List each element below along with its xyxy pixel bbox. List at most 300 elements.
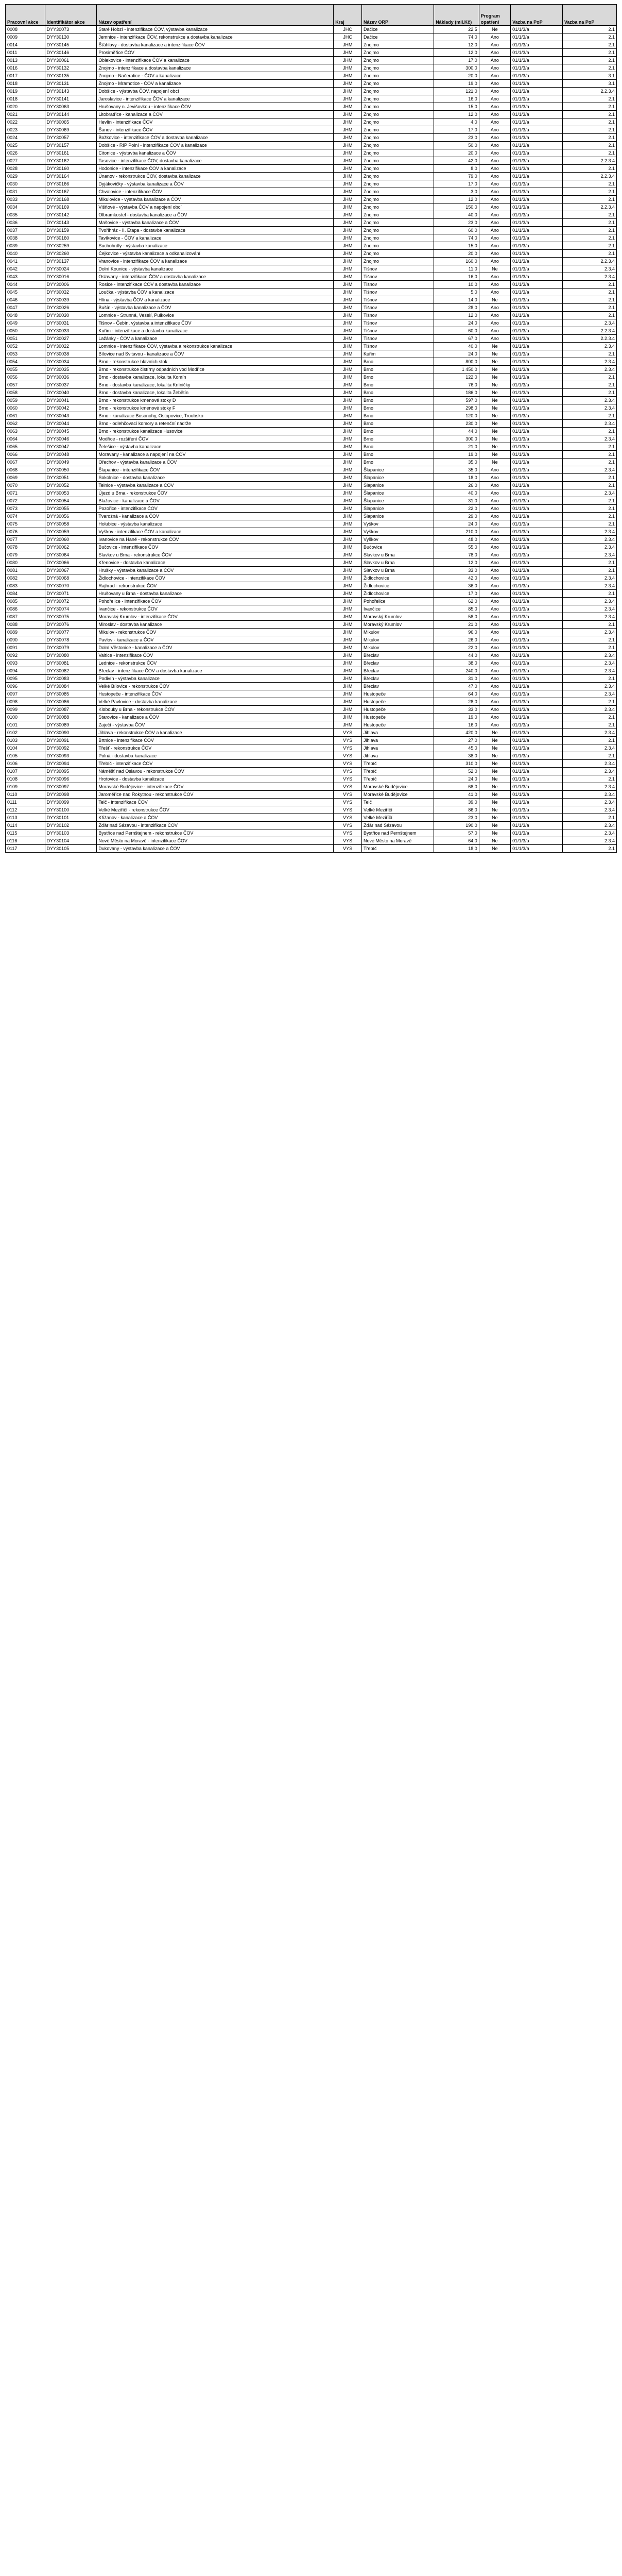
- measure-name-cell: Dukovany - výstavba kanalizace a ČOV: [97, 845, 334, 853]
- pop-link-cell: 2.1: [562, 675, 616, 683]
- pop-link-cell: 2.3.4: [562, 319, 616, 327]
- cost-cell: 310,0: [434, 760, 479, 768]
- orp-cell: Brno: [362, 412, 434, 420]
- identifier-cell: DYY30057: [45, 134, 97, 142]
- pop-link-cell: 2.1: [562, 644, 616, 652]
- pop-link-cell: 2.1: [562, 459, 616, 466]
- identifier-cell: DYY30047: [45, 443, 97, 451]
- pop-link-cell: 2.1: [562, 26, 616, 33]
- action-cell: 0108: [6, 775, 45, 783]
- pop-link-cell: 01/1/3/a: [511, 737, 563, 744]
- pop-link-cell: 2.1: [562, 412, 616, 420]
- pop-link-cell: 2.3.4: [562, 528, 616, 536]
- program-cell: Ano: [479, 590, 510, 598]
- region-cell: JHM: [334, 613, 362, 621]
- pop-link-cell: 01/1/3/a: [511, 489, 563, 497]
- measure-name-cell: Ořechov - výstavba kanalizace a ČOV: [97, 459, 334, 466]
- orp-cell: Šlapanice: [362, 482, 434, 489]
- measure-name-cell: Kuřim - intenzifikace a dostavba kanalizace: [97, 327, 334, 335]
- pop-link-cell: 2.3.4: [562, 366, 616, 374]
- action-cell: 0094: [6, 667, 45, 675]
- region-cell: VYS: [334, 775, 362, 783]
- orp-cell: Znojmo: [362, 49, 434, 57]
- table-row: [6, 497, 617, 505]
- program-cell: Ano: [479, 157, 510, 165]
- action-cell: 0117: [6, 845, 45, 853]
- action-cell: 0089: [6, 629, 45, 636]
- program-cell: Ano: [479, 482, 510, 489]
- cost-cell: 3,0: [434, 188, 479, 196]
- pop-link-cell: 2.1: [562, 289, 616, 296]
- measure-name-cell: Sokolnice - dostavba kanalizace: [97, 474, 334, 482]
- measure-name-cell: Moravský Krumlov - intenzifikace ČOV: [97, 613, 334, 621]
- orp-cell: Třebíč: [362, 760, 434, 768]
- pop-link-cell: 3.1: [562, 80, 616, 88]
- measure-name-cell: Tvořihráz - II. Etapa - dostavba kanalizace: [97, 227, 334, 234]
- table-row: [6, 358, 617, 366]
- pop-link-cell: 01/1/3/a: [511, 142, 563, 149]
- cost-cell: 230,0: [434, 420, 479, 428]
- identifier-cell: DYY30157: [45, 142, 97, 149]
- region-cell: JHM: [334, 397, 362, 404]
- orp-cell: Židlochovice: [362, 582, 434, 590]
- table-row: [6, 613, 617, 621]
- measure-name-cell: Jaroslavice - intenzifikace ČOV a kanalizace: [97, 95, 334, 103]
- orp-cell: Znojmo: [362, 111, 434, 118]
- program-cell: Ne: [479, 799, 510, 806]
- pop-link-cell: 01/1/3/a: [511, 289, 563, 296]
- action-cell: 0022: [6, 118, 45, 126]
- region-cell: JHM: [334, 489, 362, 497]
- action-cell: 0074: [6, 513, 45, 520]
- orp-cell: Moravské Budějovice: [362, 783, 434, 791]
- measure-name-cell: Šťáhlavy - dostavba kanalizace a intenzifikace ČOV: [97, 41, 334, 49]
- region-cell: VYS: [334, 744, 362, 752]
- pop-link-cell: 01/1/3/a: [511, 775, 563, 783]
- action-cell: 0008: [6, 26, 45, 33]
- pop-link-cell: 2.1: [562, 621, 616, 629]
- table-row: [6, 258, 617, 265]
- cost-cell: 5,0: [434, 289, 479, 296]
- cost-cell: 24,0: [434, 350, 479, 358]
- measure-name-cell: Třebíč - intenzifikace ČOV: [97, 760, 334, 768]
- action-cell: 0081: [6, 567, 45, 574]
- region-cell: JHM: [334, 358, 362, 366]
- identifier-cell: DYY30034: [45, 358, 97, 366]
- document-page: [0, 0, 622, 857]
- action-cell: 0115: [6, 829, 45, 837]
- action-cell: 0024: [6, 134, 45, 142]
- region-cell: JHM: [334, 142, 362, 149]
- pop-link-cell: 01/1/3/a: [511, 173, 563, 180]
- program-cell: Ano: [479, 196, 510, 204]
- pop-link-cell: 3.1: [562, 72, 616, 80]
- identifier-cell: DYY30068: [45, 574, 97, 582]
- identifier-cell: DYY30137: [45, 258, 97, 265]
- action-cell: 0095: [6, 675, 45, 683]
- pop-link-cell: 01/1/3/a: [511, 319, 563, 327]
- table-row: [6, 806, 617, 814]
- orp-cell: Hustopeče: [362, 714, 434, 721]
- action-cell: 0042: [6, 265, 45, 273]
- measure-name-cell: Hustopeče - intenzifikace ČOV: [97, 690, 334, 698]
- region-cell: JHM: [334, 196, 362, 204]
- header-cell-identifier: Identifikátor akce: [45, 5, 97, 26]
- program-cell: Ano: [479, 250, 510, 258]
- orp-cell: Židlochovice: [362, 590, 434, 598]
- program-cell: Ano: [479, 134, 510, 142]
- cost-cell: 68,0: [434, 783, 479, 791]
- identifier-cell: DYY30168: [45, 196, 97, 204]
- measure-name-cell: Prosiměřice ČOV: [97, 49, 334, 57]
- pop-link-cell: 2.1: [562, 126, 616, 134]
- program-cell: Ne: [479, 737, 510, 744]
- identifier-cell: DYY30045: [45, 428, 97, 435]
- cost-cell: 28,0: [434, 304, 479, 312]
- measure-name-cell: Moravany - kanalizace a napojení na ČOV: [97, 451, 334, 459]
- identifier-cell: DYY30094: [45, 760, 97, 768]
- region-cell: JHM: [334, 180, 362, 188]
- identifier-cell: DYY30043: [45, 412, 97, 420]
- orp-cell: Moravský Krumlov: [362, 621, 434, 629]
- cost-cell: 24,0: [434, 520, 479, 528]
- program-cell: Ne: [479, 775, 510, 783]
- measure-name-cell: Brno - odlehčovací komory a retenční nádrže: [97, 420, 334, 428]
- measure-name-cell: Mašovice - výstavba kanalizace a ČOV: [97, 219, 334, 227]
- table-row: [6, 544, 617, 551]
- action-cell: 0028: [6, 165, 45, 173]
- pop-link-cell: 2.1: [562, 752, 616, 760]
- pop-link-cell: 01/1/3/a: [511, 49, 563, 57]
- measure-name-cell: Brno - rekonstrukce kmenové stoky F: [97, 404, 334, 412]
- table-row: [6, 374, 617, 381]
- table-row: [6, 57, 617, 64]
- pop-link-cell: 2.3.4: [562, 574, 616, 582]
- region-cell: JHM: [334, 412, 362, 420]
- measure-name-cell: Dobšice - RIP Polní - intenzifikace ČOV a kanalizace: [97, 142, 334, 149]
- identifier-cell: DYY30159: [45, 227, 97, 234]
- pop-link-cell: 2.3.4: [562, 273, 616, 281]
- pop-link-cell: 2.3.4: [562, 652, 616, 659]
- cost-cell: 20,0: [434, 250, 479, 258]
- orp-cell: Brno: [362, 397, 434, 404]
- table-row: [6, 397, 617, 404]
- pop-link-cell: 01/1/3/a: [511, 258, 563, 265]
- cost-cell: 150,0: [434, 204, 479, 211]
- measure-name-cell: Hrušky - výstavba kanalizace a ČOV: [97, 567, 334, 574]
- program-cell: Ne: [479, 397, 510, 404]
- program-cell: Ne: [479, 760, 510, 768]
- header-cell-action: Pracovní akce: [6, 5, 45, 26]
- table-row: [6, 659, 617, 667]
- orp-cell: Znojmo: [362, 242, 434, 250]
- program-cell: Ne: [479, 350, 510, 358]
- pop-link-cell: 01/1/3/a: [511, 536, 563, 544]
- region-cell: JHC: [334, 26, 362, 33]
- identifier-cell: DYY30105: [45, 845, 97, 853]
- cost-cell: 60,0: [434, 327, 479, 335]
- cost-cell: 26,0: [434, 636, 479, 644]
- program-cell: Ano: [479, 567, 510, 574]
- pop-link-cell: 2.3.4: [562, 358, 616, 366]
- measure-name-cell: Valtice - intenzifikace ČOV: [97, 652, 334, 659]
- region-cell: JHM: [334, 350, 362, 358]
- pop-link-cell: 01/1/3/a: [511, 752, 563, 760]
- orp-cell: Znojmo: [362, 64, 434, 72]
- pop-link-cell: 2.3.4: [562, 760, 616, 768]
- identifier-cell: DYY30093: [45, 752, 97, 760]
- identifier-cell: DYY30101: [45, 814, 97, 822]
- measure-name-cell: Pavlov - kanalizace a ČOV: [97, 636, 334, 644]
- pop-link-cell: 2.3.4: [562, 420, 616, 428]
- identifier-cell: DYY30022: [45, 343, 97, 350]
- program-cell: Ano: [479, 211, 510, 219]
- cost-cell: 41,0: [434, 791, 479, 799]
- region-cell: JHM: [334, 536, 362, 544]
- program-cell: Ano: [479, 118, 510, 126]
- action-cell: 0083: [6, 582, 45, 590]
- cost-cell: 48,0: [434, 536, 479, 544]
- table-row: [6, 304, 617, 312]
- cost-cell: 74,0: [434, 234, 479, 242]
- orp-cell: Kuřim: [362, 350, 434, 358]
- action-cell: 0067: [6, 459, 45, 466]
- cost-cell: 67,0: [434, 335, 479, 343]
- orp-cell: Znojmo: [362, 95, 434, 103]
- region-cell: VYS: [334, 806, 362, 814]
- measure-name-cell: Břeclav - intenzifikace ČOV a dostavba kanalizace: [97, 667, 334, 675]
- table-row: [6, 567, 617, 574]
- identifier-cell: DYY30026: [45, 304, 97, 312]
- cost-cell: 23,0: [434, 134, 479, 142]
- identifier-cell: DYY30027: [45, 335, 97, 343]
- region-cell: JHM: [334, 88, 362, 95]
- measure-name-cell: Tavíkovice - ČOV a kanalizace: [97, 234, 334, 242]
- region-cell: VYS: [334, 760, 362, 768]
- action-cell: 0018: [6, 95, 45, 103]
- cost-cell: 23,0: [434, 814, 479, 822]
- action-cell: 0105: [6, 752, 45, 760]
- pop-link-cell: 2.3.4: [562, 799, 616, 806]
- cost-cell: 86,0: [434, 806, 479, 814]
- orp-cell: Třebíč: [362, 845, 434, 853]
- orp-cell: Bystřice nad Pernštejnem: [362, 829, 434, 837]
- region-cell: JHM: [334, 335, 362, 343]
- measure-name-cell: Křižanov - kanalizace a ČOV: [97, 814, 334, 822]
- region-cell: JHM: [334, 605, 362, 613]
- measure-name-cell: Jihlava - rekonstrukce ČOV a kanalizace: [97, 729, 334, 737]
- identifier-cell: DYY30167: [45, 188, 97, 196]
- pop-link-cell: 2.1: [562, 250, 616, 258]
- program-cell: Ne: [479, 381, 510, 389]
- pop-link-cell: 2.3.4: [562, 629, 616, 636]
- region-cell: JHM: [334, 149, 362, 157]
- action-cell: 0064: [6, 435, 45, 443]
- identifier-cell: DYY30062: [45, 544, 97, 551]
- orp-cell: Znojmo: [362, 211, 434, 219]
- pop-link-cell: 2.1: [562, 714, 616, 721]
- region-cell: JHM: [334, 103, 362, 111]
- action-cell: 0011: [6, 49, 45, 57]
- measure-name-cell: Hrušovany n. Jevišovkou - intenzifikace ČOV: [97, 103, 334, 111]
- program-cell: Ano: [479, 621, 510, 629]
- cost-cell: 12,0: [434, 49, 479, 57]
- region-cell: JHM: [334, 714, 362, 721]
- cost-cell: 23,0: [434, 219, 479, 227]
- program-cell: Ne: [479, 768, 510, 775]
- pop-link-cell: 2.2.3.4: [562, 88, 616, 95]
- measure-name-cell: Telnice - výstavba kanalizace a ČOV: [97, 482, 334, 489]
- cost-cell: 33,0: [434, 567, 479, 574]
- measure-name-cell: Staré Hobzí - intenzifikace ČOV, výstavba kanalizace: [97, 26, 334, 33]
- identifier-cell: DYY30162: [45, 157, 97, 165]
- cost-cell: 8,0: [434, 165, 479, 173]
- table-row: [6, 33, 617, 41]
- action-cell: 0092: [6, 652, 45, 659]
- measure-name-cell: Brno - kanalizace Bosonohy, Ostopovice, Troubsko: [97, 412, 334, 420]
- measure-name-cell: Mikulovice - výstavba kanalizace a ČOV: [97, 196, 334, 204]
- table-row: [6, 95, 617, 103]
- table-row: [6, 706, 617, 714]
- table-row: [6, 64, 617, 72]
- pop-link-cell: 01/1/3/a: [511, 451, 563, 459]
- region-cell: JHM: [334, 598, 362, 605]
- table-row: [6, 134, 617, 142]
- measure-name-cell: Velké Meziříčí - rekonstrukce ČOV: [97, 806, 334, 814]
- region-cell: JHM: [334, 466, 362, 474]
- region-cell: JHM: [334, 683, 362, 690]
- region-cell: JHM: [334, 134, 362, 142]
- action-cell: 0021: [6, 111, 45, 118]
- identifier-cell: DYY30259: [45, 242, 97, 250]
- cost-cell: 58,0: [434, 613, 479, 621]
- action-cell: 0107: [6, 768, 45, 775]
- cost-cell: 210,0: [434, 528, 479, 536]
- cost-cell: 24,0: [434, 319, 479, 327]
- cost-cell: 31,0: [434, 497, 479, 505]
- orp-cell: Telč: [362, 799, 434, 806]
- pop-link-cell: 2.2.3.4: [562, 327, 616, 335]
- table-row: [6, 513, 617, 520]
- action-cell: 0100: [6, 714, 45, 721]
- pop-link-cell: 01/1/3/a: [511, 343, 563, 350]
- cost-cell: 19,0: [434, 80, 479, 88]
- pop-link-cell: 2.1: [562, 49, 616, 57]
- pop-link-cell: 01/1/3/a: [511, 118, 563, 126]
- program-cell: Ne: [479, 822, 510, 829]
- pop-link-cell: 2.3.4: [562, 404, 616, 412]
- identifier-cell: DYY30166: [45, 180, 97, 188]
- orp-cell: Břeclav: [362, 683, 434, 690]
- orp-cell: Znojmo: [362, 188, 434, 196]
- pop-link-cell: 01/1/3/a: [511, 845, 563, 853]
- program-cell: Ano: [479, 513, 510, 520]
- orp-cell: Tišnov: [362, 265, 434, 273]
- measure-name-cell: Dyjákovičky - výstavba kanalizace a ČOV: [97, 180, 334, 188]
- action-cell: 0078: [6, 544, 45, 551]
- action-cell: 0040: [6, 250, 45, 258]
- pop-link-cell: 01/1/3/a: [511, 72, 563, 80]
- program-cell: Ne: [479, 343, 510, 350]
- pop-link-cell: 01/1/3/a: [511, 33, 563, 41]
- action-cell: 0076: [6, 528, 45, 536]
- program-cell: Ano: [479, 33, 510, 41]
- cost-cell: 38,0: [434, 659, 479, 667]
- orp-cell: Hustopeče: [362, 690, 434, 698]
- action-cell: 0087: [6, 613, 45, 621]
- table-row: [6, 118, 617, 126]
- orp-cell: Šlapanice: [362, 505, 434, 513]
- identifier-cell: DYY30041: [45, 397, 97, 404]
- table-row: [6, 149, 617, 157]
- orp-cell: Moravské Budějovice: [362, 791, 434, 799]
- orp-cell: Znojmo: [362, 157, 434, 165]
- pop-link-cell: 01/1/3/a: [511, 520, 563, 528]
- program-cell: Ne: [479, 791, 510, 799]
- program-cell: Ano: [479, 644, 510, 652]
- region-cell: JHM: [334, 366, 362, 374]
- table-row: [6, 621, 617, 629]
- identifier-cell: DYY30100: [45, 806, 97, 814]
- cost-cell: 33,0: [434, 706, 479, 714]
- identifier-cell: DYY30067: [45, 567, 97, 574]
- region-cell: JHM: [334, 513, 362, 520]
- program-cell: Ano: [479, 474, 510, 482]
- table-row: [6, 188, 617, 196]
- cost-cell: 42,0: [434, 574, 479, 582]
- pop-link-cell: 01/1/3/a: [511, 505, 563, 513]
- pop-link-cell: 2.3.4: [562, 744, 616, 752]
- pop-link-cell: 01/1/3/a: [511, 613, 563, 621]
- region-cell: VYS: [334, 737, 362, 744]
- orp-cell: Znojmo: [362, 72, 434, 80]
- cost-cell: 122,0: [434, 374, 479, 381]
- action-cell: 0009: [6, 33, 45, 41]
- action-cell: 0065: [6, 443, 45, 451]
- pop-link-cell: 2.3.4: [562, 466, 616, 474]
- region-cell: JHM: [334, 188, 362, 196]
- identifier-cell: DYY30063: [45, 103, 97, 111]
- cost-cell: 21,0: [434, 621, 479, 629]
- table-row: [6, 180, 617, 188]
- program-cell: Ano: [479, 80, 510, 88]
- pop-link-cell: 01/1/3/a: [511, 482, 563, 489]
- pop-link-cell: 01/1/3/a: [511, 629, 563, 636]
- pop-link-cell: 2.1: [562, 567, 616, 574]
- program-cell: Ano: [479, 41, 510, 49]
- table-row: [6, 404, 617, 412]
- cost-cell: 52,0: [434, 768, 479, 775]
- table-row: [6, 629, 617, 636]
- pop-link-cell: 2.1: [562, 737, 616, 744]
- identifier-cell: DYY30078: [45, 636, 97, 644]
- measure-name-cell: Brno - rekonstrukce hlavních stok: [97, 358, 334, 366]
- table-row: [6, 350, 617, 358]
- orp-cell: Brno: [362, 358, 434, 366]
- measures-table: [5, 4, 617, 853]
- pop-link-cell: 2.3.4: [562, 837, 616, 845]
- orp-cell: Brno: [362, 435, 434, 443]
- table-row: [6, 72, 617, 80]
- program-cell: Ano: [479, 598, 510, 605]
- action-cell: 0091: [6, 644, 45, 652]
- region-cell: JHM: [334, 157, 362, 165]
- orp-cell: Znojmo: [362, 57, 434, 64]
- region-cell: JHM: [334, 667, 362, 675]
- program-cell: Ano: [479, 126, 510, 134]
- identifier-cell: DYY30073: [45, 26, 97, 33]
- region-cell: JHM: [334, 327, 362, 335]
